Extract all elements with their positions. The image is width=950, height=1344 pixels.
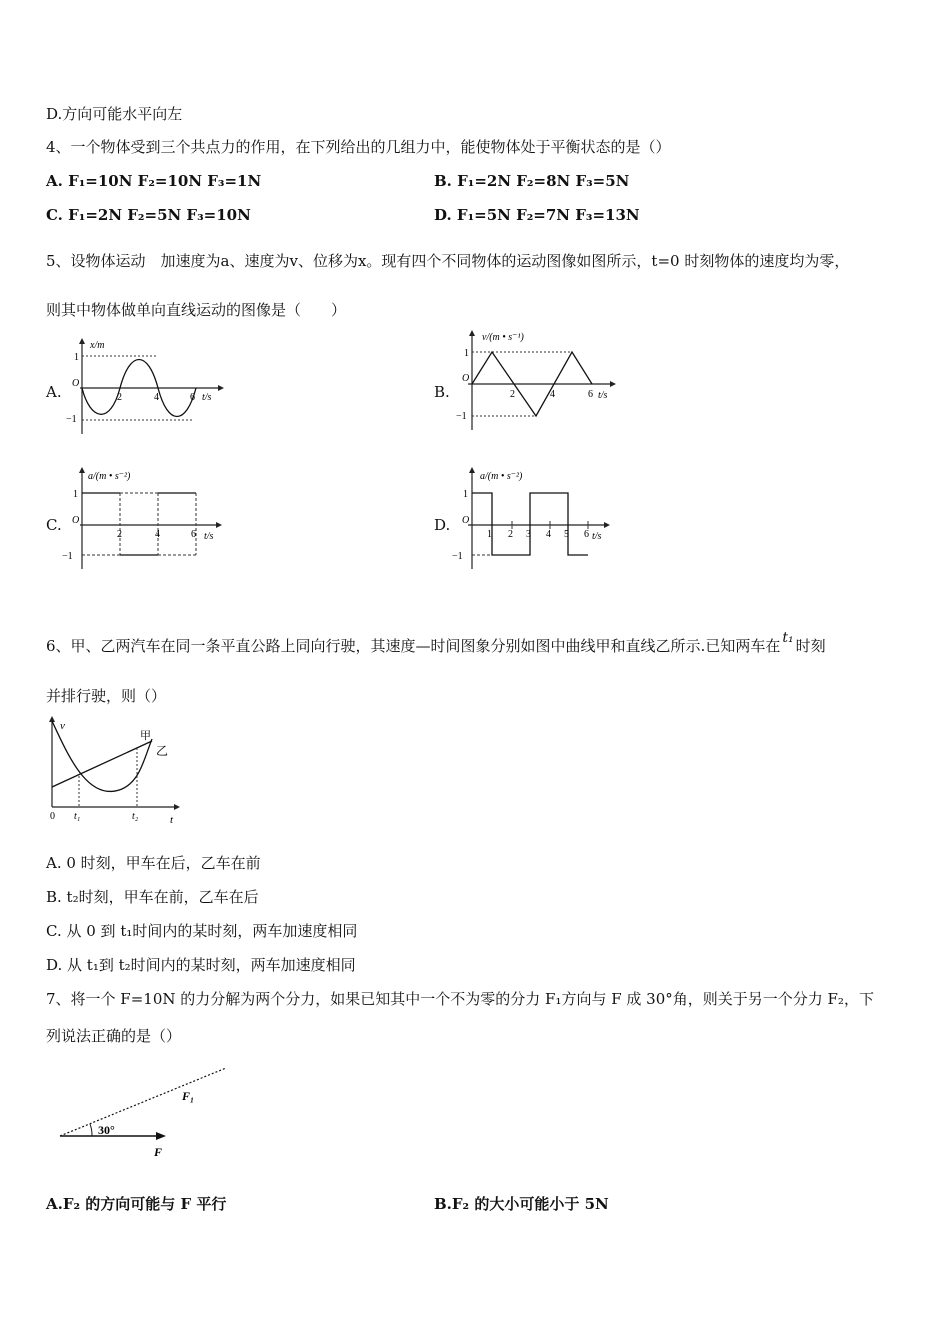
graph-a-origin: O [72,378,80,389]
q6-stem-line1 [46,630,826,657]
graph-c-origin: O [72,515,80,526]
graph-d-xlabel: t/s [592,531,602,542]
q4-stem: 4、一个物体受到三个共点力的作用，在下列给出的几组力中，能使物体处于平衡状态的是（） [46,138,671,156]
graph-a-xtick-6: 6 [190,392,195,403]
graph-a-ytick-neg1: −1 [66,414,77,425]
q6-option-c: C. 从 0 到 t₁时间内的某时刻，两车加速度相同 [46,922,358,940]
q5-label-a: A. [46,383,62,401]
q6-graph-t1: t₁ [74,811,81,822]
q3-option-d: D.方向可能水平向左 [46,105,183,123]
graph-c-xtick-6: 6 [191,529,196,540]
q7-option-a: A.F₂ 的方向可能与 F 平行 [46,1195,227,1213]
graph-b-xtick-6: 6 [588,389,593,400]
q7-stem-line1: 7、将一个 F=10N 的力分解为两个分力，如果已知其中一个不为零的分力 F₁方向与 F 成 30°角，则关于另一个分力 F₂，下 [46,990,874,1008]
graph-d-ylabel: a/(m • s⁻²) [480,471,523,482]
q6-option-a: A. 0 时刻，甲车在后，乙车在前 [46,854,261,872]
q4-option-d: D. F₁=5N F₂=7N F₃=13N [434,206,640,224]
q6-stem-line2: 并排行驶，则（） [46,687,167,705]
graph-d-xtick-2: 2 [508,529,513,540]
q6-option-d: D. 从 t₁到 t₂时间内的某时刻，两车加速度相同 [46,956,356,974]
q7-option-b: B.F₂ 的大小可能小于 5N [434,1195,609,1213]
q6-graph-ylabel: v [60,720,65,732]
q7-stem-line2: 列说法正确的是（） [46,1027,182,1045]
graph-a-xtick-2: 2 [117,392,122,403]
graph-b-ylabel: v/(m • s⁻¹) [482,332,524,343]
q4-option-b: B. F₁=2N F₂=8N F₃=5N [434,172,630,190]
q5-graph-d [448,465,620,571]
graph-c-xtick-2: 2 [117,529,122,540]
q5-graph-a [60,336,230,436]
graph-d-origin: O [462,515,470,526]
graph-b-xlabel: t/s [598,390,608,401]
graph-a-ylabel: x/m [90,340,105,351]
q5-label-b: B. [434,383,450,401]
q5-label-c: C. [46,516,62,534]
q5-stem-line2: 则其中物体做单向直线运动的图像是（ ） [46,301,347,319]
graph-d-xtick-3: 3 [526,529,531,540]
graph-a-xtick-4: 4 [154,392,159,403]
q6-graph-origin: 0 [50,811,55,822]
graph-b-xtick-2: 2 [510,389,515,400]
graph-a-ytick-1: 1 [74,352,79,363]
graph-c-ylabel: a/(m • s⁻²) [88,471,131,482]
q6-option-b: B. t₂时刻，甲车在前，乙车在后 [46,888,259,906]
q7-f-label: F [154,1145,163,1159]
graph-a-xlabel: t/s [202,392,212,403]
q7-figure [50,1062,240,1162]
graph-d-xtick-4: 4 [546,529,551,540]
q7-angle-label: 30° [98,1123,115,1137]
q5-stem-line1: 5、设物体运动 加速度为a、速度为v、位移为x。现有四个不同物体的运动图像如图所示，t=0 时刻物体的速度均为零， [46,252,850,270]
q7-f1-label: F₁ [182,1089,195,1103]
q6-stem-end: 时刻 [795,637,826,655]
graph-d-ytick-1: 1 [463,489,468,500]
q4-option-c: C. F₁=2N F₂=5N F₃=10N [46,206,251,224]
graph-b-xtick-4: 4 [550,389,555,400]
graph-b-origin: O [462,373,470,384]
graph-c-xtick-4: 4 [155,529,160,540]
graph-b-ytick-1: 1 [464,348,469,359]
graph-d-xtick-6: 6 [584,529,589,540]
graph-d-xtick-5: 5 [564,529,569,540]
graph-d-xtick-1: 1 [487,529,492,540]
q6-graph-yi: 乙 [156,744,169,758]
q4-option-a: A. F₁=10N F₂=10N F₃=1N [46,172,262,190]
q5-graph-b [448,326,628,432]
graph-c-ytick-1: 1 [73,489,78,500]
q6-graph-jia: 甲 [140,730,151,742]
q5-label-d: D. [434,516,451,534]
q6-stem-text: 6、甲、乙两汽车在同一条平直公路上同向行驶，其速度—时间图象分别如图中曲线甲和直线乙所示.已知两车在 [46,637,781,655]
graph-c-xlabel: t/s [204,531,214,542]
graph-c-ytick-neg1: −1 [62,551,73,562]
q6-graph-t2: t₂ [132,811,139,822]
graph-d-ytick-neg1: −1 [452,551,463,562]
q6-graph-xlabel: t [170,814,174,826]
q6-graph [40,715,185,827]
graph-b-ytick-neg1: −1 [456,411,467,422]
q5-graph-c [60,465,230,571]
q6-t1-symbol: t₁ [782,630,794,646]
